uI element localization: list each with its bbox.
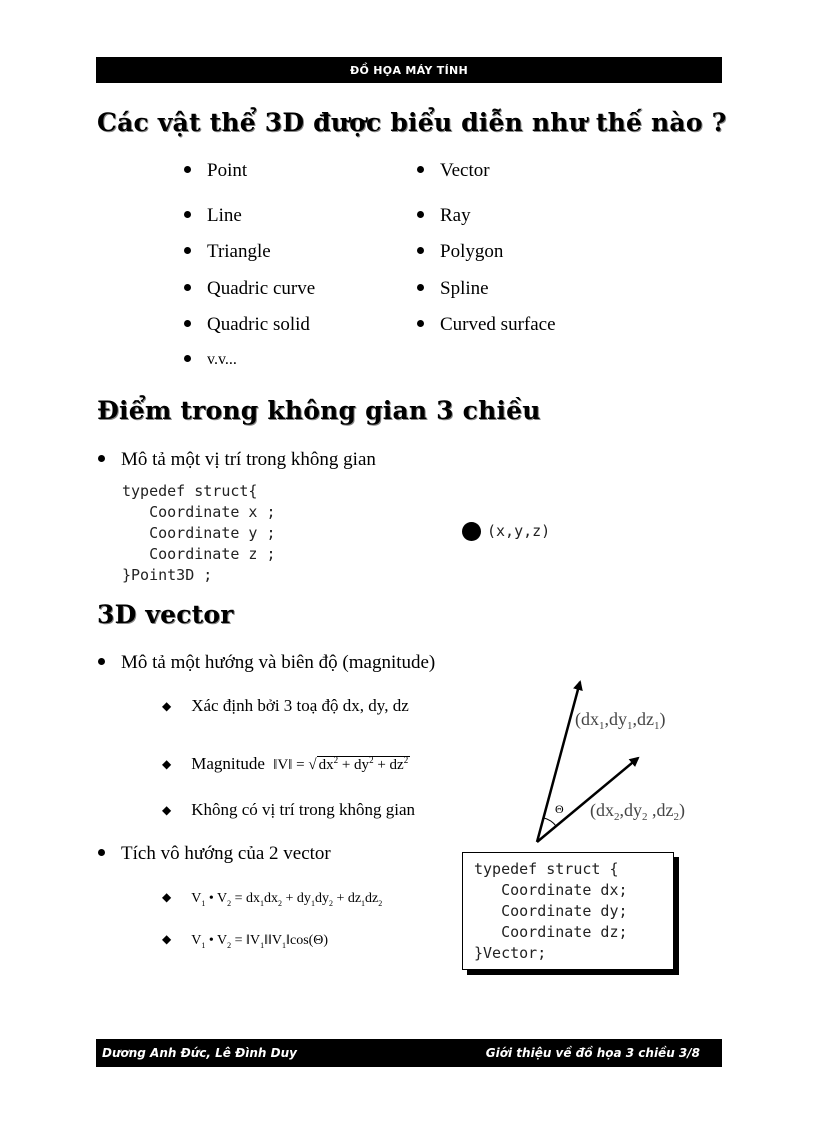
- sub-item-magnitude: ◆ Magnitude ‖V‖ = √ $dx^2 + dy^2 + dz^2$: [162, 754, 409, 773]
- list-item: Curved surface: [417, 314, 556, 336]
- list-item: Spline: [417, 278, 489, 300]
- bullet-vector-description: Mô tả một hướng và biên độ (magnitude): [98, 652, 435, 674]
- page-header: [96, 57, 722, 83]
- sub-item-coordinates: ◆ Xác định bởi 3 toạ độ dx, dy, dz: [162, 696, 409, 715]
- vector-1-label: $(dx_1,dy_1,dz_1)$: [575, 709, 666, 732]
- section-title-3d-point: Điểm trong không gian 3 chiều: [97, 396, 541, 425]
- list-item: Polygon: [417, 241, 503, 263]
- vector-1-arrow: [537, 682, 580, 842]
- dot-product-formula-1: ◆ $V_1$ • $V_2 = dx_1dx_2 + dy_1dy_2 + dz_1dz_2$: [162, 890, 383, 908]
- vector-code: typedef struct { Coordinate dx; Coordinate dy; Coordinate dz; }Vector;: [474, 860, 628, 962]
- dot-product-formula-2: ◆ $V_1$ • $V_2$ = $‖V_1‖‖V_1‖\cos(\Theta)$: [162, 932, 329, 950]
- point3d-code: typedef struct{ Coordinate x ; Coordinate y ; Coordinate z ; }Point3D ;: [122, 482, 276, 584]
- section-title-3d-vector: 3D vector: [97, 600, 234, 629]
- point-dot-icon: [462, 522, 481, 541]
- section-title-3d-objects: Các vật thể 3D được biểu diễn như thế nào ?: [97, 108, 727, 137]
- point-label: (x,y,z): [487, 522, 551, 540]
- vector-diagram: [520, 672, 720, 852]
- angle-arc: [544, 818, 556, 826]
- bullet-dot-product: Tích vô hướng của 2 vector: [98, 843, 331, 865]
- vector-2-label: ($dx_2,dy_2$ $,dz_2$): [590, 800, 685, 823]
- sub-item-no-position: ◆ Không có vị trí trong không gian: [162, 800, 416, 819]
- page-footer: [96, 1039, 722, 1067]
- list-item: v.v...: [184, 351, 237, 369]
- vector-code-box: [462, 852, 674, 970]
- bullet-point-description: Mô tả một vị trí trong không gian: [98, 449, 376, 471]
- footer-authors: Dương Anh Đức, Lê Đình Duy: [102, 1046, 297, 1060]
- magnitude-formula: ‖V‖ = √ $dx^2 + dy^2 + dz^2$: [273, 755, 409, 773]
- list-item: Vector: [417, 160, 490, 182]
- list-item: Line: [184, 205, 242, 227]
- list-item: Quadric curve: [184, 278, 315, 300]
- footer-topic-page: Giới thiệu về đồ họa 3 chiều 3/8: [485, 1046, 700, 1060]
- list-item: Ray: [417, 205, 471, 227]
- list-item: Point: [184, 160, 247, 182]
- theta-label: Θ: [555, 802, 564, 816]
- list-item: Triangle: [184, 241, 271, 263]
- header-title: ĐỒ HỌA MÁY TÍNH: [349, 64, 468, 77]
- list-item: Quadric solid: [184, 314, 310, 336]
